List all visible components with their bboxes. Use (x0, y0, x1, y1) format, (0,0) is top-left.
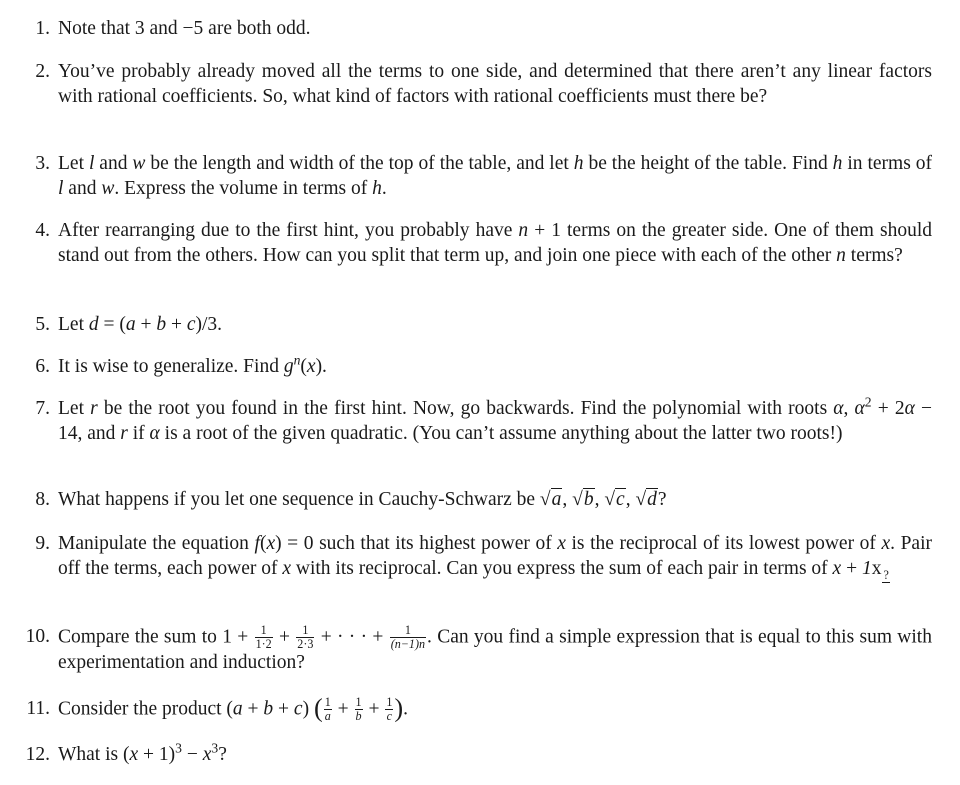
fraction (385, 696, 393, 722)
hint-text: , (594, 489, 605, 510)
math-variable: c (186, 314, 196, 335)
fraction-denominator: 2·3 (297, 636, 314, 651)
hint-text: , (625, 489, 636, 510)
hint-number: 7. (35, 398, 50, 419)
hint-item-7 (35, 394, 932, 446)
math-variable: α (854, 398, 865, 419)
square-root (540, 488, 562, 510)
hint-text: ) (302, 698, 314, 720)
math-variable: x (306, 356, 316, 377)
math-variable: w (101, 178, 115, 199)
math-variable: h (832, 153, 843, 174)
hint-text: − (181, 744, 203, 765)
hint-text: x (871, 558, 882, 579)
hint-text: + (273, 626, 296, 648)
math-variable: x (881, 533, 891, 554)
hint-item-4 (35, 218, 932, 268)
square-root (635, 488, 657, 510)
math-variable: x (832, 558, 842, 579)
hint-text: . (403, 698, 408, 720)
math-superscript: n (293, 352, 301, 368)
hint-item-5 (35, 312, 932, 337)
hint-text: ( (259, 533, 267, 554)
hint-text: − 14, and (58, 398, 932, 444)
radicand: a (551, 489, 562, 510)
hint-text: with its reciprocal. Can you express the sum of each pair in terms of (291, 558, 833, 579)
hint-text: + (166, 314, 187, 335)
hint-text: Let (58, 398, 91, 419)
hint-text: After rearranging due to the first hint, you probably have (58, 220, 519, 241)
fraction-denominator: 1·2 (255, 636, 272, 651)
fraction-numerator: 1 (324, 695, 331, 709)
math-superscript: 2 (864, 394, 872, 410)
math-variable: w (132, 153, 146, 174)
math-variable: c (293, 698, 303, 720)
hint-text: . Can you find a simple expression that is equal to this sum with experimentation and induction? (58, 626, 932, 674)
hint-text: + 1) (138, 744, 176, 765)
radical-sign-icon: √ (539, 489, 551, 510)
hint-text: . (381, 178, 387, 199)
hint-number: 4. (35, 220, 50, 241)
hint-text: , (843, 398, 855, 419)
hint-text: terms? (845, 245, 903, 266)
math-variable: g (283, 356, 294, 377)
hint-text: What is ( (58, 744, 130, 765)
hint-text: ( (300, 356, 307, 377)
hint-item-3 (35, 151, 933, 201)
math-variable: x (129, 744, 139, 765)
hint-item-12 (25, 740, 932, 767)
hint-number: 12. (25, 744, 50, 765)
math-variable: r (120, 423, 128, 444)
hint-text: ). (315, 356, 327, 377)
math-variable: n (518, 220, 529, 241)
math-variable: b (263, 698, 274, 720)
fraction-numerator: 1 (390, 624, 426, 638)
square-root (572, 488, 594, 510)
math-variable: x (282, 558, 292, 579)
math-variable: a (232, 698, 243, 720)
hint-text: Let (58, 153, 89, 174)
radical-sign-icon: √ (604, 489, 616, 510)
hint-item-8 (35, 487, 932, 512)
hint-text: )/3. (195, 314, 223, 335)
radical-sign-icon: √ (635, 489, 647, 510)
hint-item-10 (25, 623, 932, 675)
fraction (355, 696, 363, 722)
math-variable: α (833, 398, 844, 419)
math-variable: r (90, 398, 98, 419)
hint-text: in terms of (842, 153, 933, 174)
math-variable: f (254, 533, 260, 554)
fraction (296, 624, 314, 650)
fraction-denominator: a (324, 708, 331, 723)
hint-text: + 1 terms on the greater side. One of them should stand out from the others. How can you split that term up, and join one piece with each of the other (58, 220, 932, 266)
hint-text: and (94, 153, 133, 174)
hint-text: It is wise to generalize. Find (58, 356, 284, 377)
fraction-numerator: 1 (386, 695, 393, 709)
hint-text: You’ve probably already moved all the terms to one side, and determined that there aren’t any linear factors with rational coefficients. So, what kind of factors with rational coefficients must there be? (58, 61, 932, 107)
hint-text: + (841, 558, 862, 579)
fraction-numerator: ? (883, 568, 889, 583)
square-root (604, 488, 625, 510)
math-variable: x (557, 533, 566, 554)
math-variable: n (836, 245, 846, 266)
hint-text: . Pair off the terms, each power of (58, 533, 932, 579)
math-variable: x (202, 744, 212, 765)
fraction-numerator: 1 (255, 624, 273, 638)
hint-text: + (363, 698, 385, 720)
hint-text: be the root you found in the first hint. Now, go backwards. Find the polynomial with roots (97, 398, 834, 419)
math-superscript: 3 (211, 740, 219, 756)
hint-text: ) = 0 such that its highest power of (275, 533, 558, 554)
hint-text: + · · · + (315, 626, 389, 648)
math-variable: a (125, 314, 136, 335)
radical-sign-icon: √ (572, 489, 583, 510)
hint-number: 8. (35, 489, 50, 510)
hint-number: 9. (35, 533, 50, 554)
fraction-denominator: c (386, 708, 393, 723)
hint-text: = ( (98, 314, 126, 335)
hint-text: and (63, 178, 102, 199)
math-variable: l (58, 178, 64, 199)
hint-number: 11. (26, 698, 50, 719)
math-variable: h (573, 153, 584, 174)
hint-text: + 2 (871, 398, 905, 419)
fraction (390, 624, 426, 650)
hint-text: Note that 3 and −5 are both odd. (58, 18, 311, 39)
hint-text: be the length and width of the top of the table, and let (145, 153, 574, 174)
hint-text: + (332, 698, 354, 720)
hint-number: 3. (35, 153, 50, 174)
hint-item-9 (35, 531, 932, 583)
fraction-denominator: (n−1)n (390, 636, 426, 651)
hint-text: if (127, 423, 150, 444)
hint-text: be the height of the table. Find (583, 153, 833, 174)
large-parenthesis: ) (394, 693, 404, 723)
fraction (882, 569, 889, 583)
hint-number: 10. (25, 626, 50, 647)
hint-text: is the reciprocal of its lowest power of (565, 533, 882, 554)
hint-item-2 (35, 59, 932, 109)
hint-item-11 (26, 693, 932, 723)
fraction (324, 696, 332, 722)
fraction-denominator: b (355, 708, 362, 723)
hint-number: 1. (35, 18, 50, 39)
hint-text: . Express the volume in terms of (114, 178, 373, 199)
hint-number: 2. (35, 61, 50, 82)
math-variable: h (372, 178, 382, 199)
fraction-numerator: 1 (355, 695, 362, 709)
math-variable: d (88, 314, 99, 335)
hint-text: Let (58, 314, 89, 335)
large-parenthesis: ( (313, 693, 323, 723)
math-variable: x (266, 533, 276, 554)
radicand: d (647, 489, 657, 510)
hint-text: Compare the sum to 1 + (58, 626, 254, 648)
fraction (255, 624, 273, 650)
radicand: c (616, 489, 625, 510)
math-variable: α (904, 398, 915, 419)
hint-text: + (135, 314, 157, 335)
hint-text: Consider the product ( (58, 698, 233, 720)
math-variable: 1 (861, 558, 872, 579)
hint-item-1 (35, 16, 932, 41)
hint-text: Manipulate the equation (58, 533, 255, 554)
radicand: b (583, 489, 594, 510)
hint-text: + (242, 698, 264, 720)
hint-text: + (273, 698, 294, 720)
hint-text: , (562, 489, 573, 510)
hint-item-6 (35, 352, 932, 379)
hint-number: 6. (35, 356, 50, 377)
math-superscript: 3 (175, 740, 182, 756)
hint-text: is a root of the given quadratic. (You can’t assume anything about the latter two roots!) (159, 423, 843, 444)
math-variable: b (156, 314, 167, 335)
hint-number: 5. (35, 314, 50, 335)
fraction-numerator: 1 (296, 624, 314, 638)
hint-text: ? (657, 489, 667, 510)
hint-text: ? (218, 744, 227, 765)
hint-text: What happens if you let one sequence in Cauchy-Schwarz be (58, 489, 540, 510)
math-variable: α (149, 423, 160, 444)
math-variable: l (88, 153, 95, 174)
